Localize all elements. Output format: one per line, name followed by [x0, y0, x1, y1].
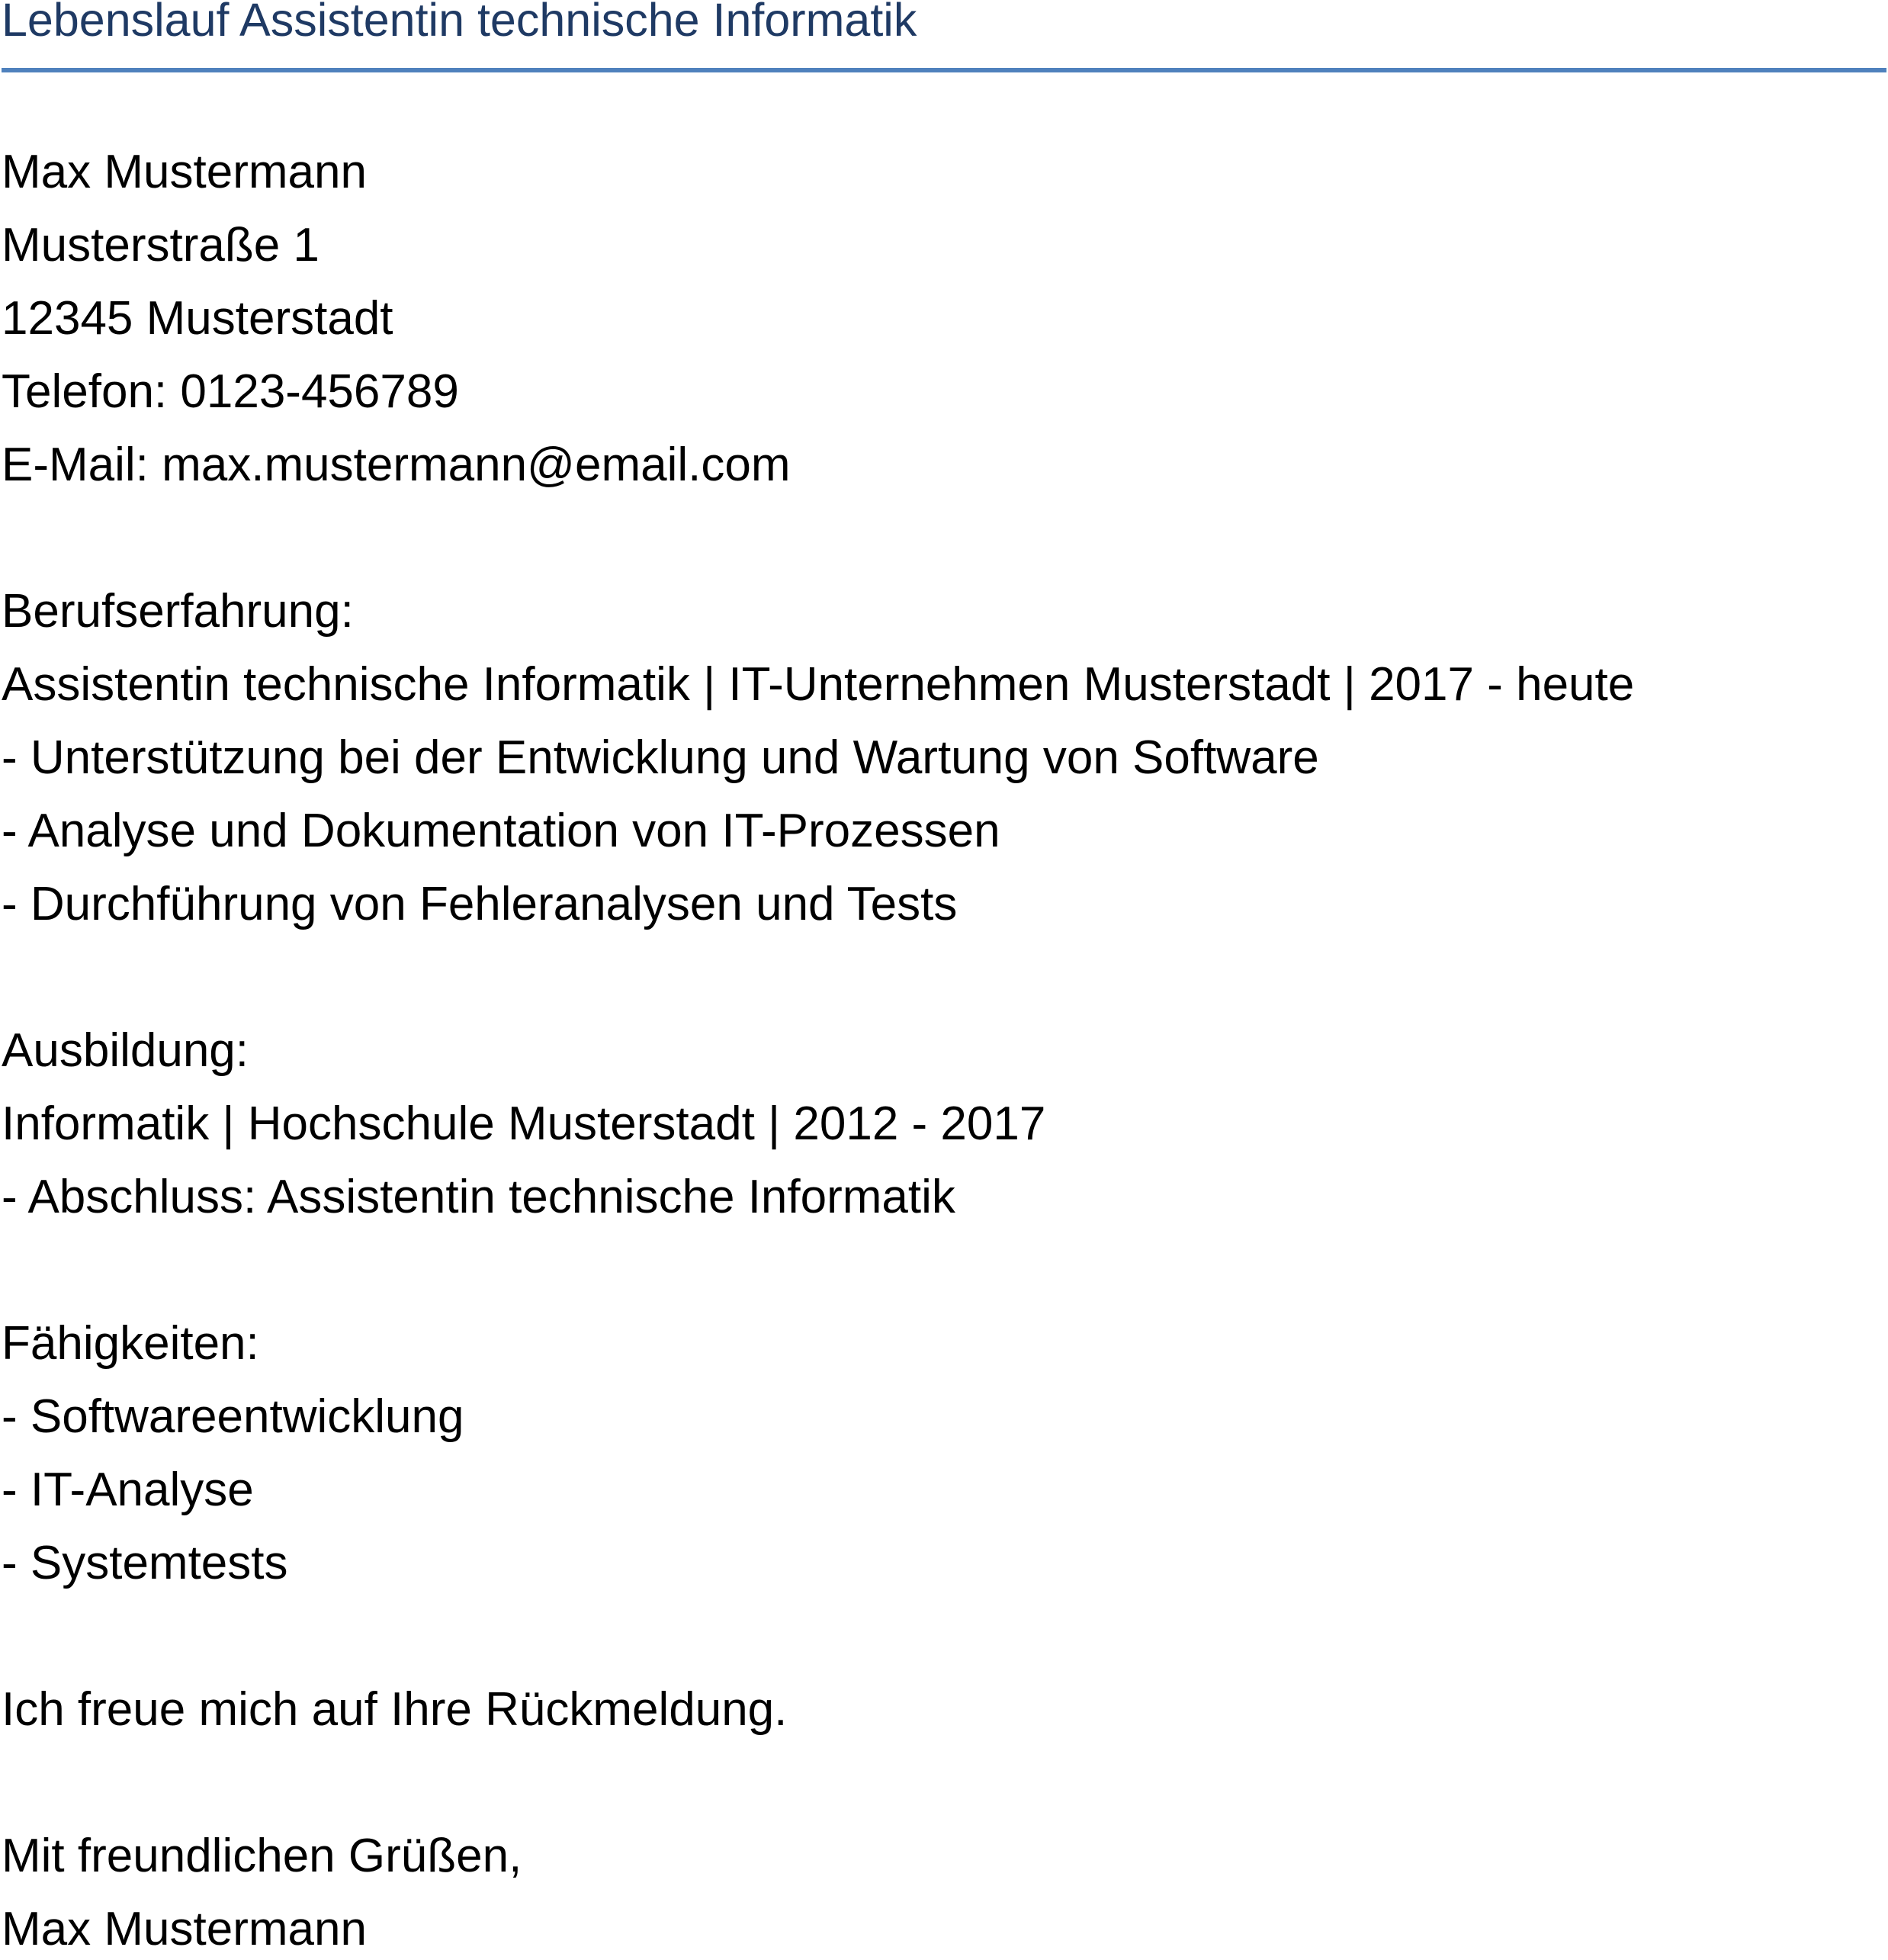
title-underline: [2, 68, 1886, 72]
contact-phone: Telefon: 0123-456789: [2, 365, 459, 418]
document-title: Lebenslauf Assistentin technische Informatik: [2, 0, 917, 46]
experience-item: - Analyse und Dokumentation von IT-Prozessen: [2, 805, 1000, 857]
closing-greeting: Mit freundlichen Grüßen,: [2, 1830, 522, 1882]
education-degree: - Abschluss: Assistentin technische Informatik: [2, 1171, 955, 1223]
contact-city: 12345 Musterstadt: [2, 292, 393, 345]
experience-item: - Unterstützung bei der Entwicklung und Wartung von Software: [2, 731, 1319, 784]
skill-item: - Softwareentwicklung: [2, 1390, 464, 1443]
education-entry: Informatik | Hochschule Musterstadt | 2012 - 2017: [2, 1097, 1046, 1150]
skill-item: - Systemtests: [2, 1537, 288, 1589]
education-heading: Ausbildung:: [2, 1024, 249, 1077]
closing-text: Ich freue mich auf Ihre Rückmeldung.: [2, 1683, 788, 1736]
closing-signature: Max Mustermann: [2, 1903, 367, 1955]
experience-heading: Berufserfahrung:: [2, 585, 354, 638]
contact-name: Max Mustermann: [2, 146, 367, 198]
experience-item: - Durchführung von Fehleranalysen und Tests: [2, 878, 958, 930]
contact-street: Musterstraße 1: [2, 219, 319, 272]
skill-item: - IT-Analyse: [2, 1464, 254, 1516]
experience-position: Assistentin technische Informatik | IT-Unternehmen Musterstadt | 2017 - heute: [2, 658, 1635, 711]
contact-email: E-Mail: max.mustermann@email.com: [2, 439, 791, 491]
skills-heading: Fähigkeiten:: [2, 1317, 259, 1370]
